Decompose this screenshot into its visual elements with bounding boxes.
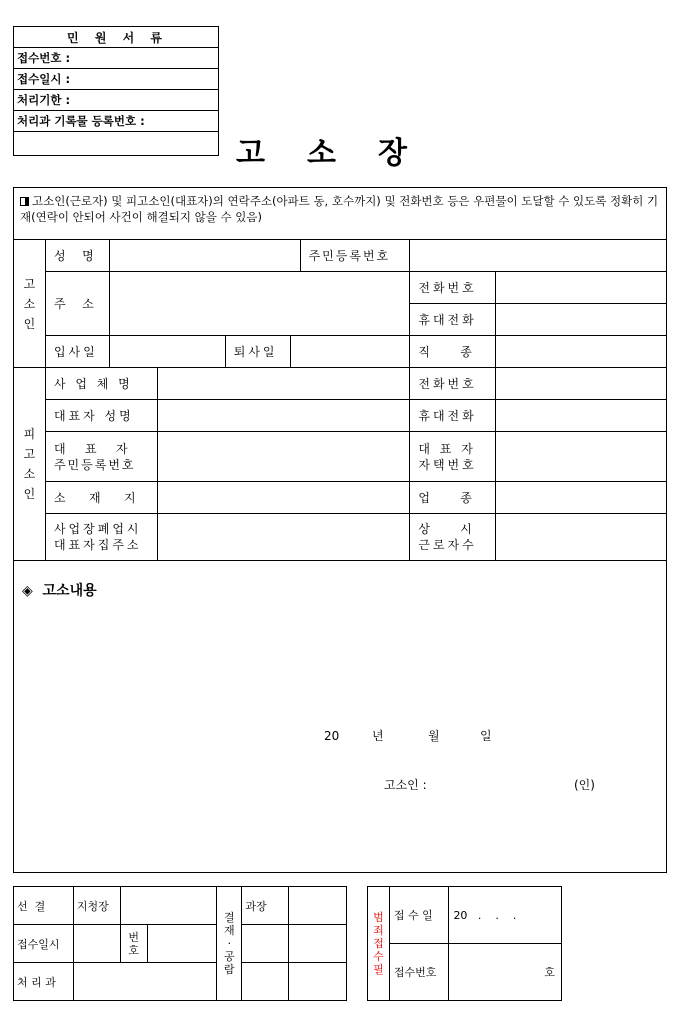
complaint-content-title: ◈ 고소내용 (22, 583, 97, 599)
business-phone-label: 전화번호 (410, 368, 496, 400)
deadline-field: 처리기한 : (14, 90, 219, 111)
crime-intake-table (367, 886, 562, 1001)
decision-label: 선 결 (14, 887, 74, 925)
name-value[interactable] (109, 240, 300, 272)
processing-dept-value[interactable] (73, 963, 217, 1001)
approval-table (13, 886, 347, 1001)
complainant-group-label: 고 소 인 (14, 240, 46, 368)
processing-dept-label: 처 리 과 (14, 963, 74, 1001)
representative-name-label: 대표자 성명 (45, 400, 157, 432)
intake-date-label: 접 수 일 (389, 887, 449, 944)
document-title (236, 128, 449, 172)
rep-resident-number-value[interactable] (157, 432, 409, 482)
date-day-label: 일 (480, 729, 492, 743)
seal-mark: (인) (574, 778, 595, 792)
title-char-1: 고 (236, 136, 265, 171)
date-year-label: 년 (372, 729, 384, 743)
branch-head-sign[interactable] (120, 887, 217, 925)
receipt-box-title: 민 원 서 류 (14, 27, 219, 48)
section-chief-label: 과장 (242, 887, 289, 925)
industry-label: 업 종 (410, 482, 496, 514)
mobile-label: 휴대전화 (410, 304, 496, 336)
resident-number-label: 주민등록번호 (300, 240, 410, 272)
job-type-label: 직 종 (410, 336, 496, 368)
registration-number-field: 처리과 기록물 등록번호 : (14, 111, 219, 132)
signature-line (384, 776, 595, 793)
signer-label: 고소인 : (384, 778, 427, 792)
crime-intake-label: 범 죄 접 수 필 (368, 887, 390, 1001)
review-cell-3[interactable] (242, 963, 289, 1001)
receipt-number-field: 접수번호 : (14, 48, 219, 69)
regular-workers-value[interactable] (496, 514, 667, 561)
hire-date-label: 입사일 (45, 336, 109, 368)
regular-workers-label: 상 시 근로자수 (410, 514, 496, 561)
receipt-blank-row (14, 132, 219, 156)
leave-date-value[interactable] (290, 336, 410, 368)
representative-mobile-label: 휴대전화 (410, 400, 496, 432)
date-year: 20 (324, 729, 340, 743)
number-label: 번 호 (120, 925, 147, 963)
title-char-3: 장 (377, 136, 407, 171)
date-month-label: 월 (428, 729, 440, 743)
leave-date-label: 퇴사일 (225, 336, 290, 368)
location-value[interactable] (157, 482, 409, 514)
notice-text (20, 193, 665, 225)
intake-date-value[interactable]: 20 . . . (449, 887, 562, 944)
section-chief-sign[interactable] (289, 887, 347, 925)
rep-home-phone-value[interactable] (496, 432, 667, 482)
review-cell-1[interactable] (242, 925, 289, 963)
representative-name-value[interactable] (157, 400, 409, 432)
rep-resident-number-label: 대 표 자 주민등록번호 (45, 432, 157, 482)
resident-number-value[interactable] (410, 240, 667, 272)
representative-mobile-value[interactable] (496, 400, 667, 432)
rep-home-phone-label: 대 표 자 자택번호 (410, 432, 496, 482)
job-type-value[interactable] (496, 336, 667, 368)
business-phone-value[interactable] (496, 368, 667, 400)
notice-body: 고소인(근로자) 및 피고소인(대표자)의 연락주소(아파트 동, 호수까지) 및 전화번호 등은 우편물이 도달할 수 있도록 정확히 기재(연락이 안되어 사건이 해결되지 않을 수 있음) (20, 194, 659, 224)
address-label: 주 소 (45, 272, 109, 336)
approval-receipt-datetime-label: 접수일시 (14, 925, 74, 963)
mobile-value[interactable] (496, 304, 667, 336)
intake-number-label: 접수번호 (389, 944, 449, 1001)
business-name-value[interactable] (157, 368, 409, 400)
closed-rep-address-label: 사업장폐업시 대표자집주소 (45, 514, 157, 561)
address-value[interactable] (109, 272, 409, 336)
approval-receipt-datetime-value[interactable] (73, 925, 120, 963)
intake-number-suffix: 호 (544, 966, 555, 979)
title-char-2: 소 (306, 136, 336, 171)
approval-review-label: 결 재 · 공 람 (217, 887, 242, 1001)
checkbox-icon (20, 197, 29, 206)
closed-rep-address-value[interactable] (157, 514, 409, 561)
phone-label: 전화번호 (410, 272, 496, 304)
defendant-group-label: 피 고 소 인 (14, 368, 46, 561)
industry-value[interactable] (496, 482, 667, 514)
business-name-label: 사 업 체 명 (45, 368, 157, 400)
name-label: 성 명 (45, 240, 109, 272)
review-cell-4[interactable] (289, 963, 347, 1001)
branch-head-label: 지청장 (73, 887, 120, 925)
receipt-datetime-field: 접수일시 : (14, 69, 219, 90)
review-cell-2[interactable] (289, 925, 347, 963)
receipt-box (13, 26, 219, 156)
hire-date-value[interactable] (109, 336, 225, 368)
phone-value[interactable] (496, 272, 667, 304)
number-value[interactable] (147, 925, 217, 963)
parties-table (13, 239, 667, 561)
intake-number-value[interactable] (449, 944, 562, 1001)
location-label: 소 재 지 (45, 482, 157, 514)
date-line (324, 727, 492, 744)
